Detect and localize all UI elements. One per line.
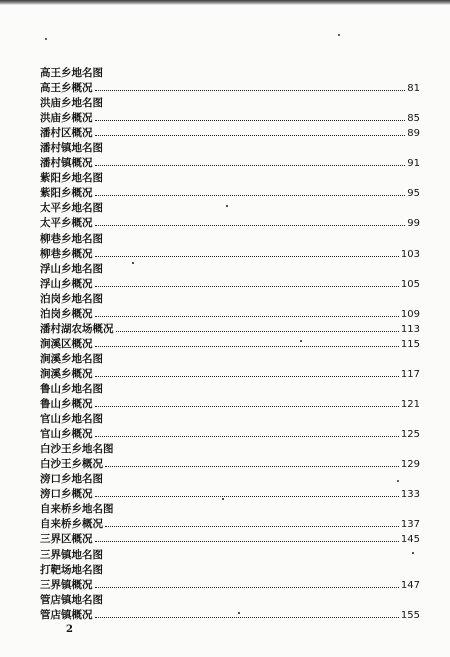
toc-entry-label: 白沙王乡概况	[40, 458, 103, 471]
toc-map-entry	[40, 548, 420, 563]
toc-entry-label: 潘村镇概况	[40, 157, 93, 170]
toc-entry-label: 泊岗乡地名图	[40, 292, 103, 305]
toc-map-entry	[40, 442, 420, 457]
toc-entry	[40, 532, 420, 547]
toc-entry-page: 129	[400, 459, 420, 471]
toc-entry-label: 潘村区概况	[40, 127, 93, 140]
dot-leader	[95, 617, 399, 618]
toc-entry-label: 白沙王乡地名图	[40, 443, 114, 456]
dot-leader	[95, 346, 399, 347]
toc-entry-page: 147	[400, 579, 420, 591]
toc-entry-label: 官山乡概况	[40, 428, 93, 441]
toc-entry	[40, 277, 420, 292]
dot-leader	[105, 526, 399, 527]
toc-entry-page: 113	[400, 323, 420, 335]
table-of-contents	[40, 66, 420, 623]
toc-entry	[40, 367, 420, 382]
toc-entry-page: 105	[400, 278, 420, 290]
toc-map-entry	[40, 472, 420, 487]
toc-entry-page: 89	[407, 128, 420, 140]
toc-entry-label: 洪庙乡地名图	[40, 97, 103, 110]
toc-entry	[40, 322, 420, 337]
toc-entry-page: 99	[407, 218, 420, 230]
toc-entry-page: 85	[407, 113, 420, 125]
toc-entry-page: 115	[400, 338, 420, 350]
toc-map-entry	[40, 66, 420, 81]
toc-entry-label: 太平乡概况	[40, 217, 93, 230]
toc-entry-label: 高王乡概况	[40, 82, 93, 95]
toc-entry	[40, 81, 420, 96]
toc-entry-label: 滂口乡地名图	[40, 473, 103, 486]
toc-map-entry	[40, 262, 420, 277]
toc-entry	[40, 427, 420, 442]
toc-entry	[40, 397, 420, 412]
toc-entry-page: 155	[400, 609, 420, 621]
toc-map-entry	[40, 563, 420, 578]
toc-entry-label: 涧溪区概况	[40, 337, 93, 350]
toc-entry-label: 泊岗乡概况	[40, 307, 93, 320]
toc-entry-label: 自来桥乡概况	[40, 518, 103, 531]
scan-speck	[45, 38, 47, 40]
dot-leader	[95, 225, 406, 226]
toc-entry	[40, 608, 420, 623]
toc-entry	[40, 578, 420, 593]
scan-top-edge	[0, 0, 450, 5]
toc-entry-page: 95	[407, 188, 420, 200]
dot-leader	[116, 331, 399, 332]
toc-entry-page: 109	[400, 308, 420, 320]
toc-map-entry	[40, 201, 420, 216]
toc-entry	[40, 307, 420, 322]
toc-entry-page: 103	[400, 248, 420, 260]
toc-entry	[40, 186, 420, 201]
toc-map-entry	[40, 141, 420, 156]
toc-entry-label: 洪庙乡概况	[40, 112, 93, 125]
scan-speck	[132, 262, 134, 264]
toc-map-entry	[40, 96, 420, 111]
toc-entry-page: 121	[400, 399, 420, 411]
toc-entry	[40, 126, 420, 141]
dot-leader	[95, 316, 399, 317]
toc-entry-page: 81	[407, 83, 420, 95]
dot-leader	[95, 496, 399, 497]
dot-leader	[95, 165, 406, 166]
scan-speck	[412, 552, 414, 554]
toc-entry-label: 管店镇概况	[40, 608, 93, 621]
scan-speck	[226, 205, 228, 207]
dot-leader	[95, 195, 406, 196]
scan-speck	[222, 498, 224, 500]
toc-entry	[40, 517, 420, 532]
toc-entry-label: 滂口乡概况	[40, 488, 93, 501]
toc-map-entry	[40, 292, 420, 307]
toc-map-entry	[40, 171, 420, 186]
toc-entry-label: 柳巷乡地名图	[40, 232, 103, 245]
toc-entry	[40, 111, 420, 126]
toc-entry-label: 浮山乡概况	[40, 277, 93, 290]
toc-entry-label: 鲁山乡概况	[40, 398, 93, 411]
toc-map-entry	[40, 232, 420, 247]
toc-map-entry	[40, 593, 420, 608]
dot-leader	[95, 436, 399, 437]
toc-entry-page: 137	[400, 519, 420, 531]
toc-entry	[40, 216, 420, 231]
toc-map-entry	[40, 352, 420, 367]
dot-leader	[95, 256, 399, 257]
toc-entry-label: 管店镇地名图	[40, 593, 103, 606]
toc-entry-label: 三界镇概况	[40, 578, 93, 591]
toc-map-entry	[40, 502, 420, 517]
toc-entry-label: 潘村镇地名图	[40, 142, 103, 155]
toc-entry-label: 打靶场地名图	[40, 563, 103, 576]
toc-entry	[40, 156, 420, 171]
dot-leader	[95, 135, 406, 136]
toc-entry-label: 涧溪乡概况	[40, 367, 93, 380]
toc-entry-page: 133	[400, 489, 420, 501]
page-number: 2	[66, 624, 73, 635]
toc-entry-page: 91	[407, 158, 420, 170]
toc-entry	[40, 337, 420, 352]
toc-entry	[40, 247, 420, 262]
dot-leader	[105, 466, 399, 467]
toc-entry-label: 太平乡地名图	[40, 202, 103, 215]
toc-entry	[40, 487, 420, 502]
toc-entry-page: 117	[400, 368, 420, 380]
scan-speck	[338, 34, 340, 36]
scan-speck	[300, 340, 302, 342]
dot-leader	[95, 120, 406, 121]
toc-entry-label: 官山乡地名图	[40, 413, 103, 426]
dot-leader	[95, 90, 406, 91]
toc-map-entry	[40, 412, 420, 427]
dot-leader	[95, 376, 399, 377]
toc-entry-label: 紫阳乡概况	[40, 187, 93, 200]
dot-leader	[95, 541, 399, 542]
toc-entry-label: 三界镇地名图	[40, 548, 103, 561]
toc-entry-label: 涧溪乡地名图	[40, 352, 103, 365]
dot-leader	[95, 406, 399, 407]
toc-entry-label: 浮山乡地名图	[40, 262, 103, 275]
toc-entry-page: 145	[400, 534, 420, 546]
toc-entry-label: 鲁山乡地名图	[40, 382, 103, 395]
toc-entry-label: 自来桥乡地名图	[40, 503, 114, 516]
dot-leader	[95, 587, 399, 588]
scan-speck	[397, 480, 399, 482]
dot-leader	[95, 286, 399, 287]
toc-entry-label: 三界区概况	[40, 533, 93, 546]
toc-entry-page: 125	[400, 429, 420, 441]
toc-map-entry	[40, 382, 420, 397]
toc-entry-label: 柳巷乡概况	[40, 247, 93, 260]
toc-entry-label: 潘村湖农场概况	[40, 322, 114, 335]
toc-entry-label: 紫阳乡地名图	[40, 172, 103, 185]
toc-entry-label: 高王乡地名图	[40, 67, 103, 79]
toc-entry	[40, 457, 420, 472]
scan-speck	[238, 612, 240, 614]
